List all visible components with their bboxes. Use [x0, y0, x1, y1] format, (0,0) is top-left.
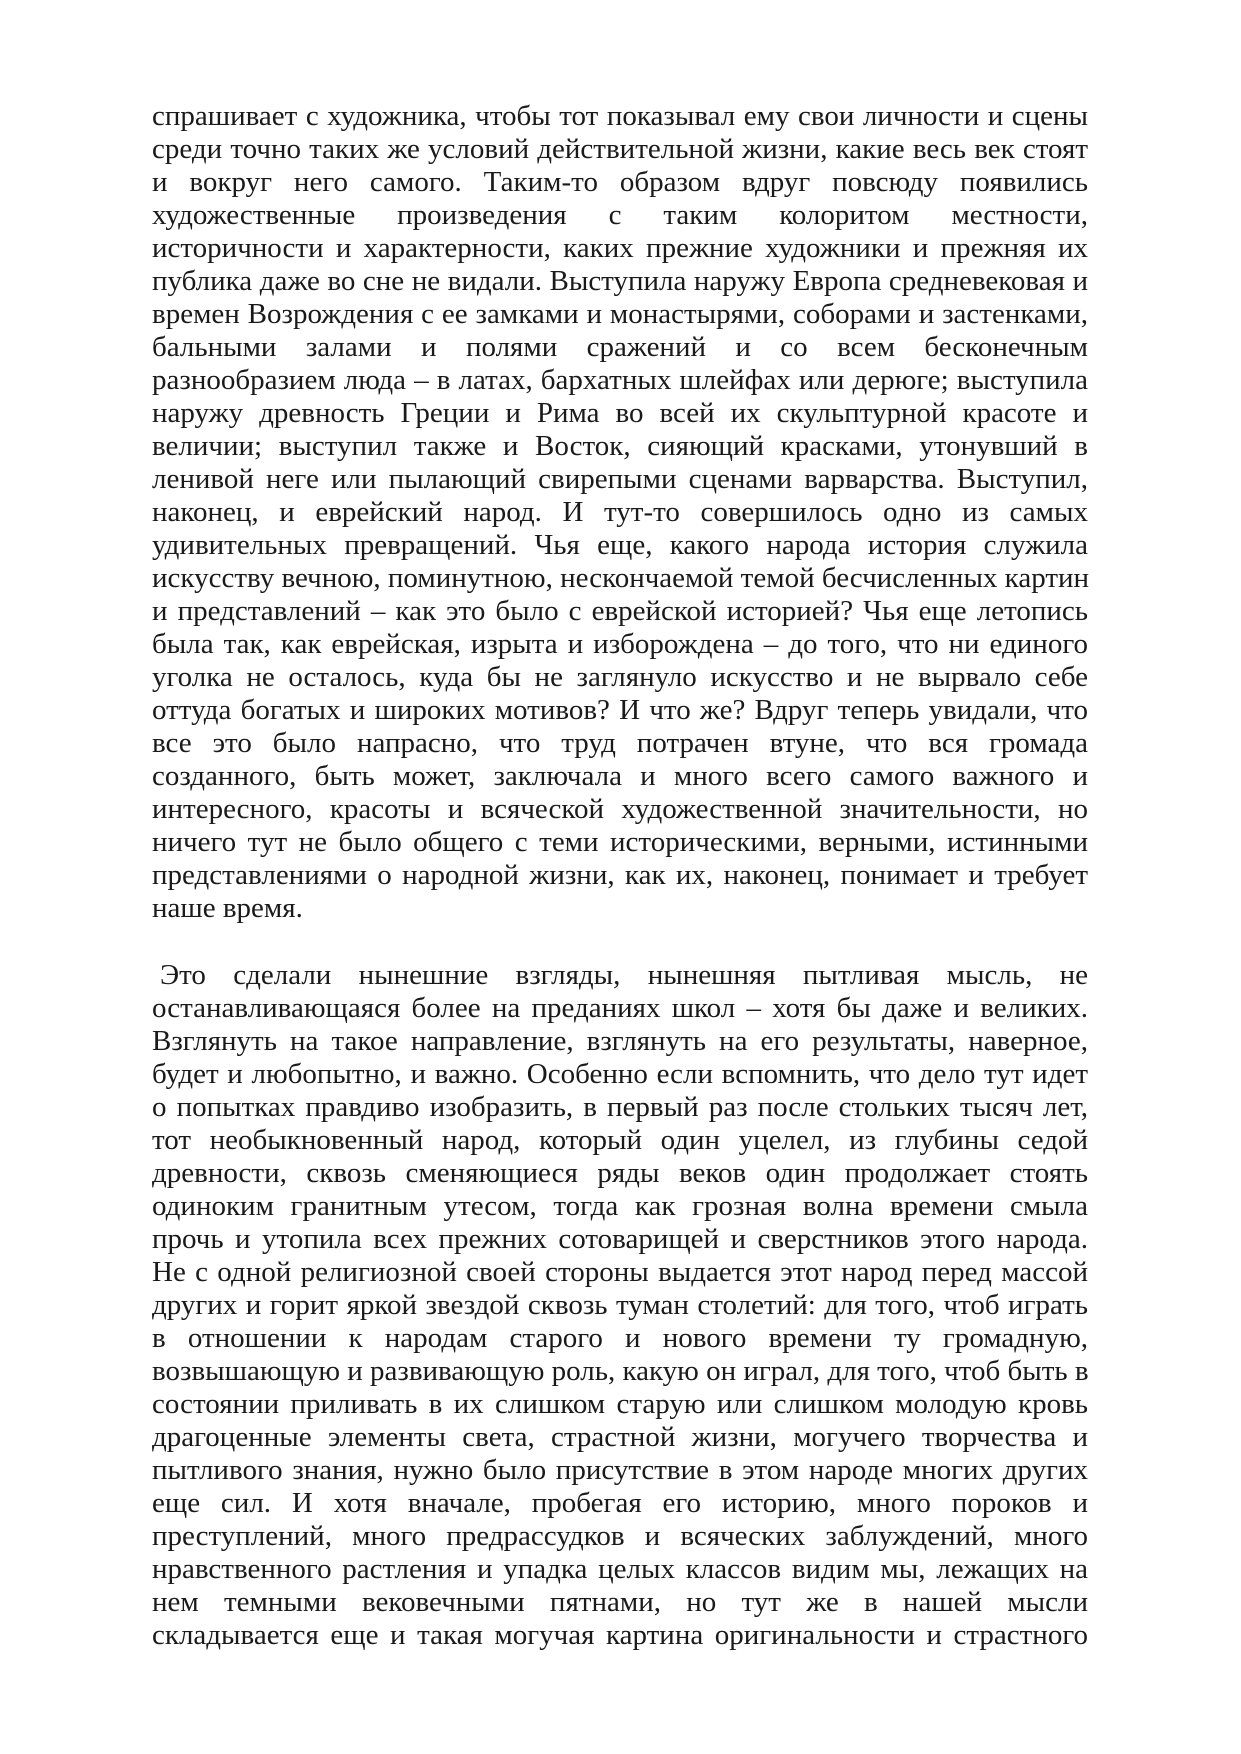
text-line: Взглянуть на такое направление, взглянуть на его результаты, наверное,	[152, 1025, 1088, 1057]
text-line: художественные произведения с таким колоритом местности,	[152, 199, 1088, 231]
text-line: нравственного растления и упадка целых классов видим мы, лежащих на	[152, 1553, 1088, 1585]
text-line: среди точно таких же условий действительной жизни, какие весь век стоят	[152, 133, 1088, 165]
text-line: Не с одной религиозной своей стороны выдается этот народ перед массой	[152, 1256, 1088, 1288]
text-line: возвышающую и развивающую роль, какую он играл, для того, чтоб быть в	[152, 1355, 1089, 1387]
text-line: величии; выступил также и Восток, сияющий красками, утонувший в	[152, 430, 1088, 462]
text-line: и вокруг него самого. Таким-то образом вдруг повсюду появились	[152, 166, 1088, 198]
text-line: ничего тут не было общего с теми историческими, верными, истинными	[152, 826, 1088, 858]
text-line: преступлений, много предрассудков и всяческих заблуждений, много	[152, 1520, 1088, 1552]
text-line: состоянии приливать в их слишком старую или слишком молодую кровь	[152, 1388, 1088, 1420]
text-line: пытливого знания, нужно было присутствие в этом народе многих других	[152, 1454, 1088, 1486]
text-line: публика даже во сне не видали. Выступила наружу Европа средневековая и	[152, 265, 1088, 297]
text-line: ленивой неге или пылающий свирепыми сценами варварства. Выступил,	[152, 463, 1088, 495]
text-line: наше время.	[152, 892, 303, 924]
text-line: историчности и характерности, каких прежние художники и прежняя их	[152, 232, 1088, 264]
text-line: и представлений – как это было с еврейской историей? Чья еще летопись	[152, 595, 1088, 627]
text-line: драгоценные элементы света, страстной жизни, могучего творчества и	[152, 1421, 1088, 1453]
text-line: уголка не осталось, куда бы не заглянуло искусство и не вырвало себе	[152, 661, 1088, 693]
paragraph-1	[152, 100, 1088, 925]
text-line: тот необыкновенный народ, который один уцелел, из глубины седой	[152, 1124, 1088, 1156]
text-line: древности, сквозь сменяющиеся ряды веков один продолжает стоять	[152, 1157, 1088, 1189]
text-line: наконец, и еврейский народ. И тут-то совершилось одно из самых	[152, 496, 1088, 528]
text-line: наружу древность Греции и Рима во всей их скульптурной красоте и	[152, 397, 1088, 429]
text-line: прочь и утопила всех прежних сотоварищей и сверстников этого народа.	[152, 1223, 1088, 1255]
text-line: о попытках правдиво изобразить, в первый раз после стольких тысяч лет,	[152, 1091, 1088, 1123]
text-line: бальными залами и полями сражений и со всем бесконечным	[152, 331, 1088, 363]
text-line: одиноким гранитным утесом, тогда как грозная волна времени смыла	[152, 1190, 1088, 1222]
text-line: искусству вечною, поминутною, нескончаемой темой бесчисленных картин	[152, 562, 1090, 594]
text-line: складывается еще и такая могучая картина оригинальности и страстного	[152, 1619, 1088, 1651]
text-line: спрашивает с художника, чтобы тот показывал ему свои личности и сцены	[152, 100, 1088, 132]
text-line: была так, как еврейская, изрыта и изборождена – до того, что ни единого	[152, 628, 1088, 660]
text-line: интересного, красоты и всяческой художественной значительности, но	[152, 793, 1088, 825]
text-line: других и горит яркой звездой сквозь туман столетий: для того, чтоб играть	[152, 1289, 1088, 1321]
text-line: все это было напрасно, что труд потрачен втуне, что вся громада	[152, 727, 1088, 759]
text-line: останавливающаяся более на преданиях школ – хотя бы даже и великих.	[152, 992, 1088, 1024]
text-line: оттуда богатых и широких мотивов? И что же? Вдруг теперь увидали, что	[152, 694, 1088, 726]
text-line: представлениями о народной жизни, как их, наконец, понимает и требует	[152, 859, 1088, 891]
paragraph-2	[152, 959, 1088, 1652]
text-line: нем темными вековечными пятнами, но тут же в нашей мысли	[152, 1586, 1088, 1618]
text-line: будет и любопытно, и важно. Особенно если вспомнить, что дело тут идет	[152, 1058, 1088, 1090]
text-line: созданного, быть может, заключала и много всего самого важного и	[152, 760, 1088, 792]
text-line: удивительных превращений. Чья еще, какого народа история служила	[152, 529, 1088, 561]
text-line: разнообразием люда – в латах, бархатных шлейфах или дерюге; выступила	[152, 364, 1088, 396]
text-line: еще сил. И хотя вначале, пробегая его историю, много пороков и	[152, 1487, 1088, 1519]
text-line: в отношении к народам старого и нового времени ту громадную,	[152, 1322, 1088, 1354]
text-line: Это сделали нынешние взгляды, нынешняя пытливая мысль, не	[160, 959, 1088, 991]
text-line: времен Возрождения с ее замками и монастырями, соборами и застенками,	[152, 298, 1088, 330]
